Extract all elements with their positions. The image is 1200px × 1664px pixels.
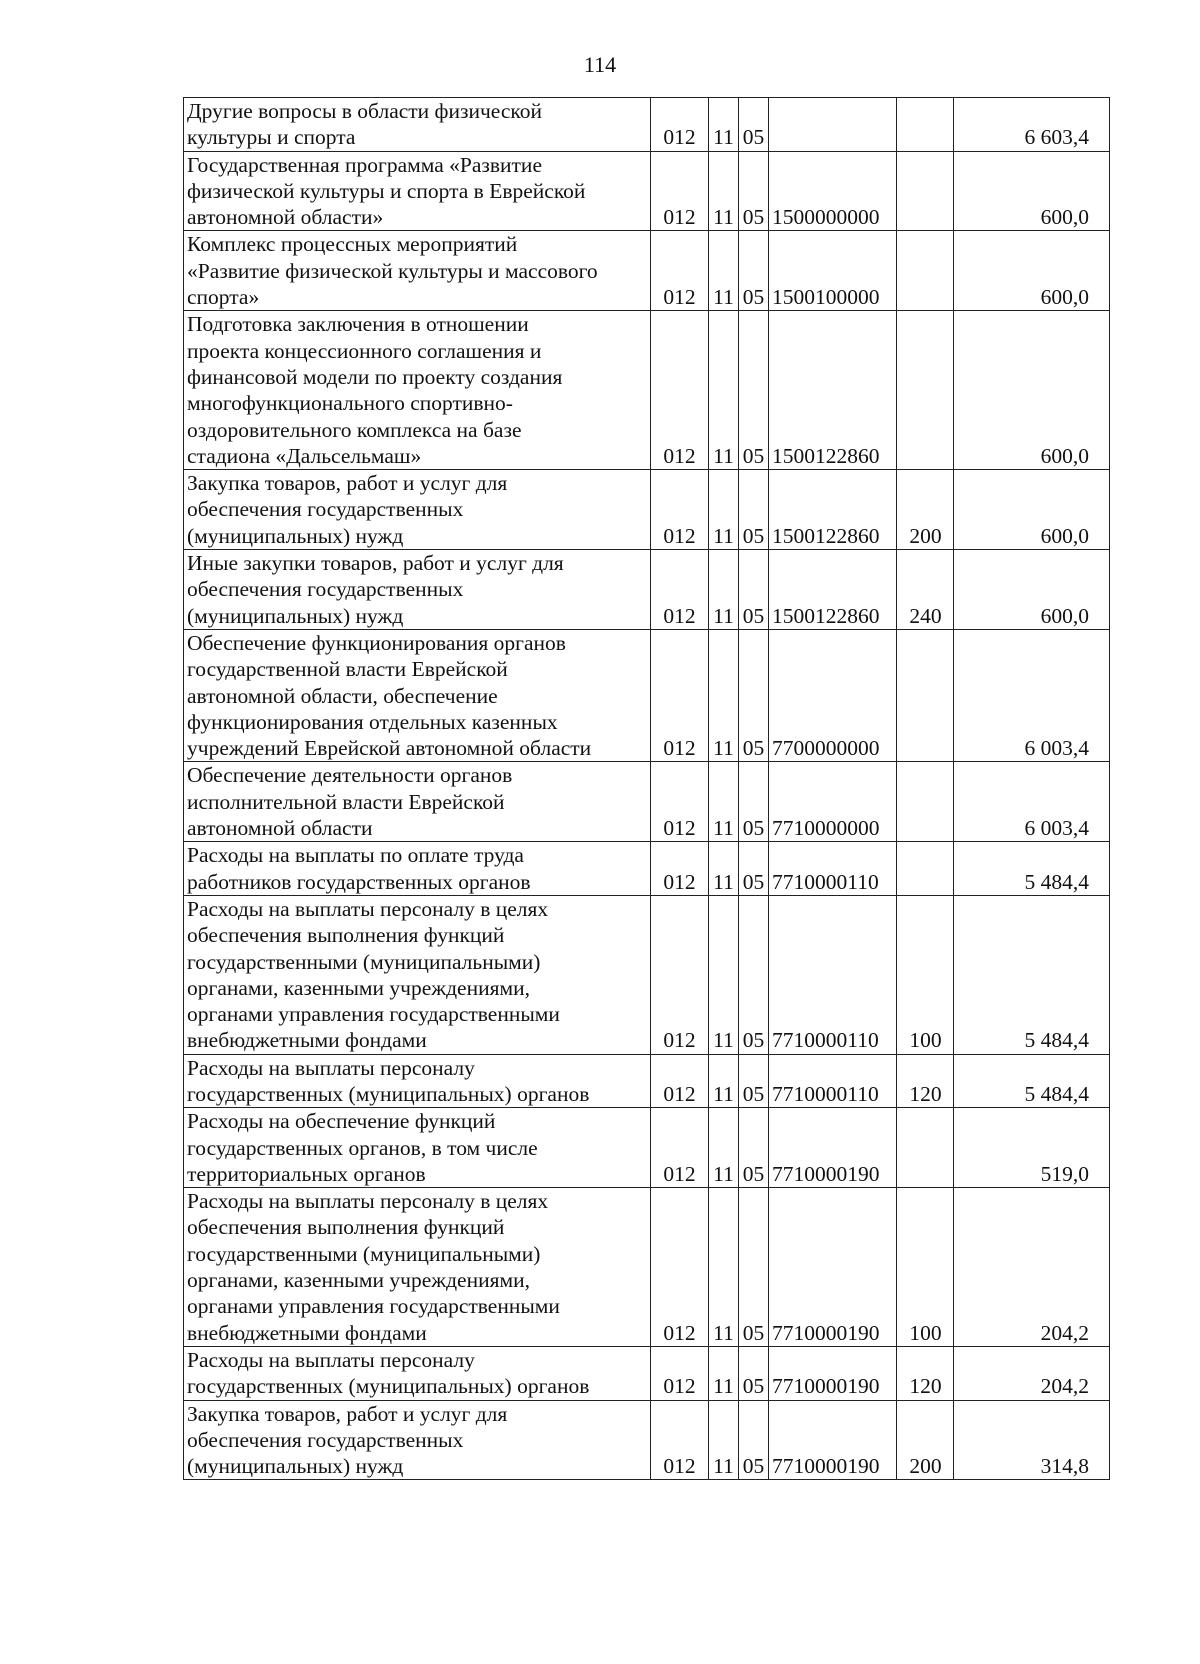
item-name-line: автономной области [187, 816, 373, 841]
item-name-cell [184, 98, 651, 152]
amount-cell: 519,0 [954, 1108, 1110, 1188]
item-name-line: Комплекс процессных мероприятий [187, 232, 518, 257]
target-article-cell: 7710000110 [769, 895, 897, 1054]
item-name-line: Другие вопросы в области физической [187, 99, 543, 123]
amount-cell: 6 003,4 [954, 762, 1110, 842]
item-name-line: автономной области, обеспечение [187, 683, 498, 708]
grbs-code-cell: 012 [651, 1346, 709, 1400]
item-name-cell [184, 470, 651, 550]
target-article-cell: 1500100000 [769, 231, 897, 311]
subsection-code-cell: 05 [739, 762, 769, 842]
subsection-code-cell: 05 [739, 550, 769, 630]
item-name-cell [184, 1108, 651, 1188]
item-name-line: государственными (муниципальными) [187, 1241, 541, 1266]
table-row [184, 895, 1110, 1054]
amount-cell: 204,2 [954, 1188, 1110, 1347]
expense-type-cell [897, 762, 954, 842]
item-name-line: органами, казенными учреждениями, [187, 1268, 530, 1293]
expense-type-cell: 200 [897, 470, 954, 550]
item-name-line: государственных (муниципальных) органов [187, 1374, 590, 1399]
item-name-line: Расходы на выплаты персоналу [187, 1055, 475, 1080]
expense-type-cell [897, 842, 954, 896]
target-article-cell: 7710000190 [769, 1108, 897, 1188]
section-code-cell: 11 [709, 629, 739, 761]
expense-type-cell [897, 311, 954, 470]
subsection-code-cell: 05 [739, 311, 769, 470]
table-row [184, 629, 1110, 761]
item-name-line: государственной власти Еврейской [187, 657, 508, 682]
item-name-line: проекта концессионного соглашения и [187, 338, 542, 363]
budget-table-body [184, 98, 1110, 1480]
table-row [184, 470, 1110, 550]
table-row [184, 151, 1110, 231]
subsection-code-cell: 05 [739, 151, 769, 231]
item-name-line: внебюджетными фондами [187, 1028, 427, 1053]
item-name-line: стадиона «Дальсельмаш» [187, 443, 422, 468]
section-code-cell: 11 [709, 1400, 739, 1480]
amount-cell: 600,0 [954, 151, 1110, 231]
grbs-code-cell: 012 [651, 550, 709, 630]
item-name-line: органами, казенными учреждениями, [187, 975, 530, 1000]
section-code-cell: 11 [709, 842, 739, 896]
item-name-line: органами управления государственными [187, 1294, 560, 1319]
page-number: 114 [583, 52, 617, 77]
table-row [184, 762, 1110, 842]
item-name-line: (муниципальных) нужд [187, 523, 404, 548]
target-article-cell: 1500122860 [769, 470, 897, 550]
item-name-line: исполнительной власти Еврейской [187, 789, 505, 814]
item-name-line: (муниципальных) нужд [187, 603, 404, 628]
amount-cell: 600,0 [954, 231, 1110, 311]
item-name-cell [184, 895, 651, 1054]
amount-cell: 204,2 [954, 1346, 1110, 1400]
amount-cell: 314,8 [954, 1400, 1110, 1480]
item-name-line: «Развитие физической культуры и массового [187, 258, 598, 283]
item-name-line: автономной области» [187, 205, 384, 230]
item-name-line: обеспечения государственных [187, 497, 464, 522]
grbs-code-cell: 012 [651, 151, 709, 231]
item-name-line: органами управления государственными [187, 1002, 560, 1027]
item-name-line: Закупка товаров, работ и услуг для [187, 1401, 508, 1426]
subsection-code-cell: 05 [739, 842, 769, 896]
item-name-line: обеспечения выполнения функций [187, 1215, 505, 1240]
item-name-cell [184, 311, 651, 470]
item-name-line: финансовой модели по проекту создания [187, 364, 563, 389]
item-name-cell [184, 550, 651, 630]
target-article-cell: 7710000110 [769, 1054, 897, 1108]
table-row [184, 842, 1110, 896]
amount-cell: 6 603,4 [954, 98, 1110, 152]
item-name-line: Расходы на выплаты персоналу [187, 1347, 475, 1372]
grbs-code-cell: 012 [651, 470, 709, 550]
expense-type-cell [897, 629, 954, 761]
table-row [184, 1054, 1110, 1108]
item-name-line: работников государственных органов [187, 869, 531, 894]
table-row [184, 1108, 1110, 1188]
target-article-cell: 7710000000 [769, 762, 897, 842]
expense-type-cell [897, 98, 954, 152]
subsection-code-cell: 05 [739, 1108, 769, 1188]
expense-type-cell [897, 1108, 954, 1188]
section-code-cell: 11 [709, 895, 739, 1054]
item-name-cell [184, 629, 651, 761]
item-name-cell [184, 1054, 651, 1108]
item-name-line: оздоровительного комплекса на базе [187, 417, 522, 442]
subsection-code-cell: 05 [739, 1346, 769, 1400]
table-row [184, 1346, 1110, 1400]
grbs-code-cell: 012 [651, 1054, 709, 1108]
amount-cell: 5 484,4 [954, 895, 1110, 1054]
item-name-line: государственных (муниципальных) органов [187, 1081, 590, 1106]
section-code-cell: 11 [709, 311, 739, 470]
item-name-line: внебюджетными фондами [187, 1320, 427, 1345]
target-article-cell: 7710000190 [769, 1188, 897, 1347]
item-name-line: (муниципальных) нужд [187, 1454, 404, 1479]
item-name-line: спорта» [187, 285, 260, 310]
subsection-code-cell: 05 [739, 629, 769, 761]
subsection-code-cell: 05 [739, 1188, 769, 1347]
item-name-line: Расходы на выплаты персоналу в целях [187, 896, 549, 921]
section-code-cell: 11 [709, 1346, 739, 1400]
grbs-code-cell: 012 [651, 311, 709, 470]
target-article-cell: 7710000190 [769, 1346, 897, 1400]
section-code-cell: 11 [709, 1108, 739, 1188]
item-name-line: обеспечения государственных [187, 1427, 464, 1452]
item-name-line: Обеспечение функционирования органов [187, 630, 566, 655]
expense-type-cell: 100 [897, 1188, 954, 1347]
expense-type-cell [897, 231, 954, 311]
section-code-cell: 11 [709, 231, 739, 311]
table-row [184, 311, 1110, 470]
target-article-cell: 7710000110 [769, 842, 897, 896]
subsection-code-cell: 05 [739, 231, 769, 311]
amount-cell: 6 003,4 [954, 629, 1110, 761]
grbs-code-cell: 012 [651, 1400, 709, 1480]
grbs-code-cell: 012 [651, 895, 709, 1054]
table-row [184, 1400, 1110, 1480]
item-name-line: территориальных органов [187, 1161, 426, 1186]
target-article-cell: 1500122860 [769, 550, 897, 630]
table-row [184, 231, 1110, 311]
item-name-line: многофункционального спортивно- [187, 391, 513, 416]
expense-type-cell [897, 151, 954, 231]
grbs-code-cell: 012 [651, 1188, 709, 1347]
grbs-code-cell: 012 [651, 842, 709, 896]
grbs-code-cell: 012 [651, 629, 709, 761]
subsection-code-cell: 05 [739, 470, 769, 550]
section-code-cell: 11 [709, 1054, 739, 1108]
item-name-line: физической культуры и спорта в Еврейской [187, 178, 586, 203]
expense-type-cell: 120 [897, 1054, 954, 1108]
amount-cell: 5 484,4 [954, 1054, 1110, 1108]
item-name-line: Расходы на выплаты по оплате труда [187, 843, 524, 868]
amount-cell: 5 484,4 [954, 842, 1110, 896]
item-name-cell [184, 231, 651, 311]
item-name-cell [184, 842, 651, 896]
section-code-cell: 11 [709, 151, 739, 231]
target-article-cell: 7700000000 [769, 629, 897, 761]
item-name-line: Расходы на выплаты персоналу в целях [187, 1189, 549, 1214]
target-article-cell [769, 98, 897, 152]
item-name-line: государственных органов, в том числе [187, 1135, 538, 1160]
item-name-line: Расходы на обеспечение функций [187, 1109, 496, 1134]
item-name-line: обеспечения государственных [187, 577, 464, 602]
amount-cell: 600,0 [954, 550, 1110, 630]
item-name-cell [184, 151, 651, 231]
item-name-line: Иные закупки товаров, работ и услуг для [187, 551, 564, 576]
item-name-line: функционирования отдельных казенных [187, 709, 558, 734]
table-row [184, 550, 1110, 630]
item-name-line: обеспечения выполнения функций [187, 923, 505, 948]
subsection-code-cell: 05 [739, 895, 769, 1054]
expense-type-cell: 100 [897, 895, 954, 1054]
subsection-code-cell: 05 [739, 98, 769, 152]
subsection-code-cell: 05 [739, 1400, 769, 1480]
grbs-code-cell: 012 [651, 98, 709, 152]
section-code-cell: 11 [709, 98, 739, 152]
grbs-code-cell: 012 [651, 231, 709, 311]
table-row [184, 98, 1110, 152]
section-code-cell: 11 [709, 1188, 739, 1347]
target-article-cell: 1500000000 [769, 151, 897, 231]
item-name-line: учреждений Еврейской автономной области [187, 736, 592, 761]
amount-cell: 600,0 [954, 470, 1110, 550]
item-name-line: Обеспечение деятельности органов [187, 763, 513, 788]
item-name-line: культуры и спорта [187, 125, 356, 150]
budget-table [183, 97, 1110, 1480]
item-name-line: государственными (муниципальными) [187, 949, 541, 974]
section-code-cell: 11 [709, 550, 739, 630]
section-code-cell: 11 [709, 762, 739, 842]
target-article-cell: 1500122860 [769, 311, 897, 470]
subsection-code-cell: 05 [739, 1054, 769, 1108]
target-article-cell: 7710000190 [769, 1400, 897, 1480]
item-name-cell [184, 1400, 651, 1480]
item-name-cell [184, 762, 651, 842]
expense-type-cell: 240 [897, 550, 954, 630]
expense-type-cell: 120 [897, 1346, 954, 1400]
item-name-line: Подготовка заключения в отношении [187, 312, 529, 337]
table-row [184, 1188, 1110, 1347]
expense-type-cell: 200 [897, 1400, 954, 1480]
amount-cell: 600,0 [954, 311, 1110, 470]
section-code-cell: 11 [709, 470, 739, 550]
item-name-cell [184, 1188, 651, 1347]
item-name-line: Государственная программа «Развитие [187, 152, 542, 177]
grbs-code-cell: 012 [651, 762, 709, 842]
grbs-code-cell: 012 [651, 1108, 709, 1188]
item-name-line: Закупка товаров, работ и услуг для [187, 471, 508, 496]
item-name-cell [184, 1346, 651, 1400]
